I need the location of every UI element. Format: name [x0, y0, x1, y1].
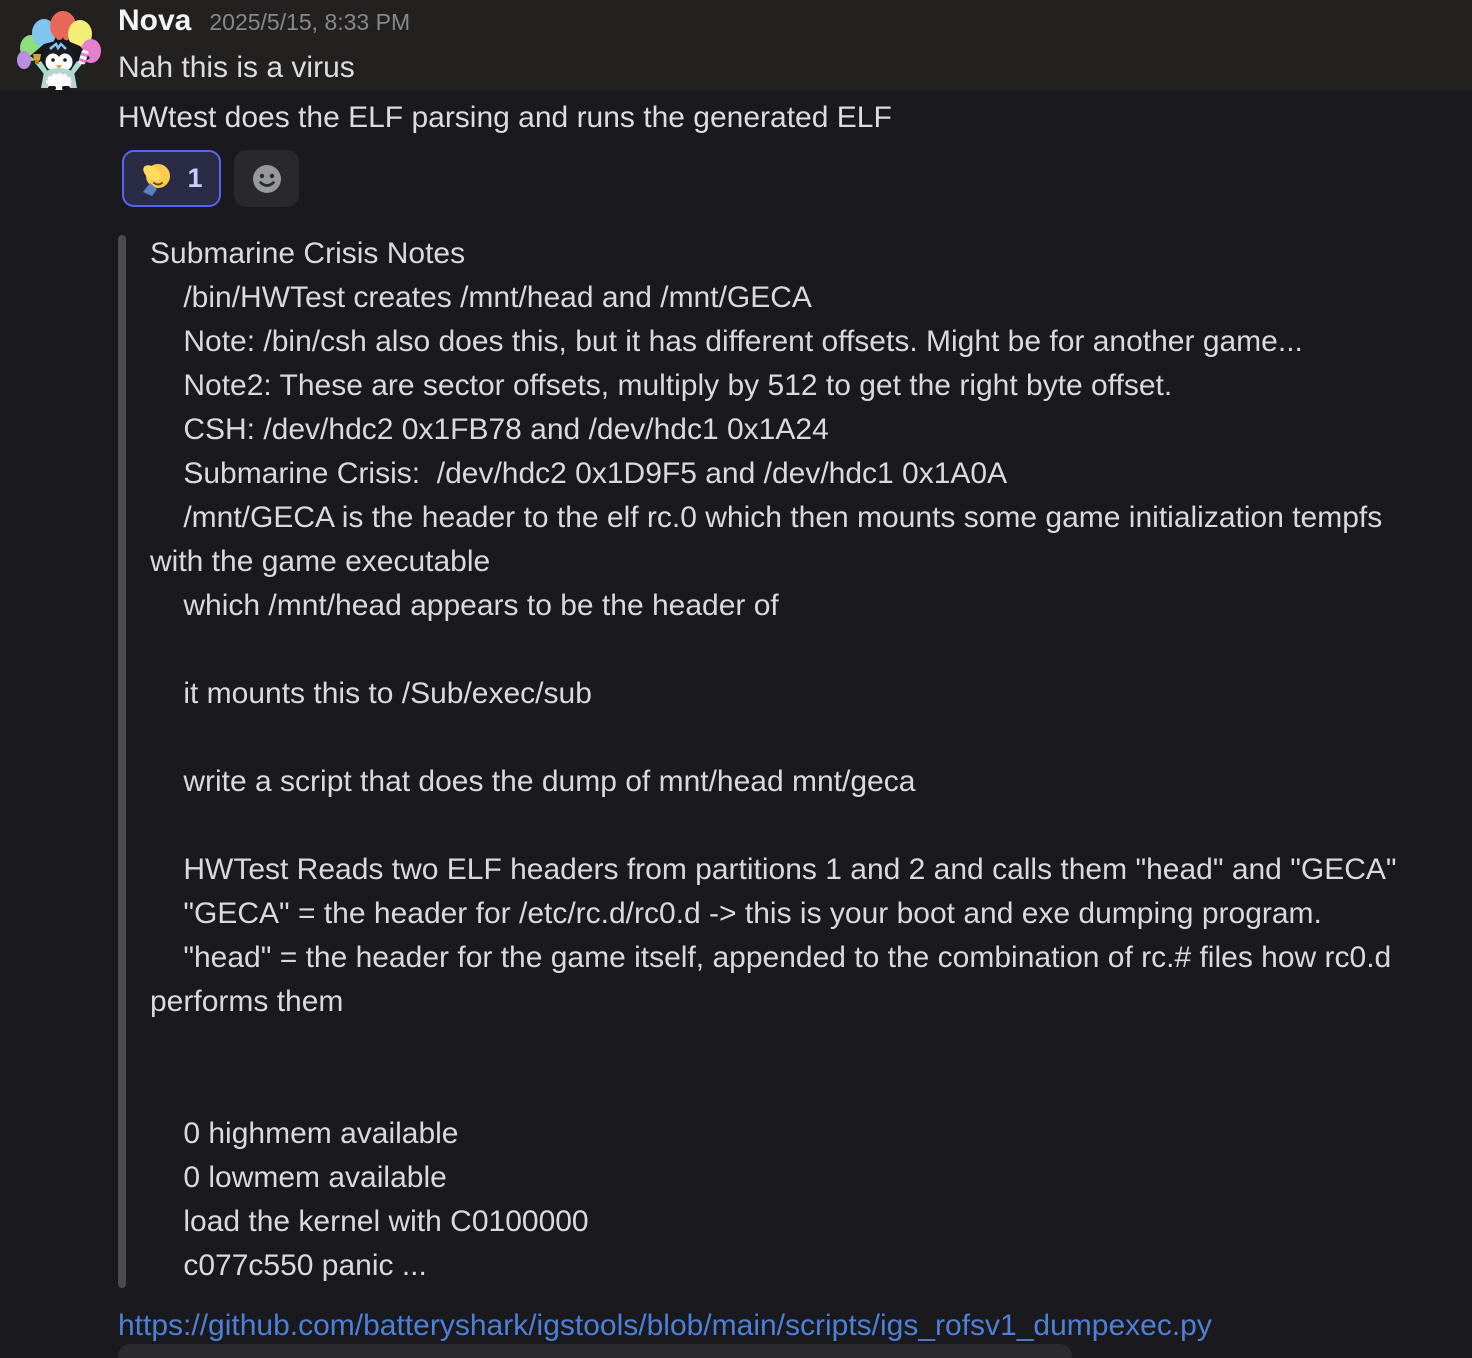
quote-line: HWTest Reads two ELF headers from partitions 1 and 2 and calls them "head" and "GECA": [150, 853, 1397, 886]
quote-line: Submarine Crisis: /dev/hdc2 0x1D9F5 and /dev/hdc1 0x1A0A: [150, 457, 1008, 490]
quote-line: [150, 628, 1460, 672]
reaction-count: 1: [187, 163, 203, 193]
github-link[interactable]: https://github.com/batteryshark/igstools/blob/main/scripts/igs_rofsv1_dumpexec.py: [118, 1309, 1212, 1342]
quote-line: /bin/HWTest creates /mnt/head and /mnt/GECA: [150, 281, 812, 314]
add-reaction-button[interactable]: [234, 150, 299, 207]
avatar[interactable]: [14, 2, 102, 90]
quote-line: [150, 804, 1460, 848]
quote-line: [150, 1068, 1460, 1112]
quote-line: Submarine Crisis Notes: [150, 237, 466, 270]
quote-line: performs them: [150, 985, 344, 1018]
username[interactable]: Nova: [118, 4, 192, 37]
reactions-row: [122, 150, 299, 207]
quote-line: load the kernel with C0100000: [150, 1205, 589, 1238]
quote-line: 0 lowmem available: [150, 1161, 447, 1194]
timestamp: 2025/5/15, 8:33 PM: [209, 9, 411, 35]
facepalm-reaction-pill[interactable]: [122, 150, 221, 207]
quote-line: "GECA" = the header for /etc/rc.d/rc0.d -> this is your boot and exe dumping program.: [150, 897, 1322, 930]
quote-line: 0 highmem available: [150, 1117, 459, 1150]
person-facepalming-icon: [140, 162, 174, 196]
quote-line: which /mnt/head appears to be the header of: [150, 589, 779, 622]
message-text-second: HWtest does the ELF parsing and runs the generated ELF: [118, 101, 892, 134]
quote-line: write a script that does the dump of mnt/head mnt/geca: [150, 765, 916, 798]
message-header: [118, 4, 410, 44]
blockquote-bar: [118, 235, 126, 1288]
penguin-balloons-avatar-icon: [14, 2, 102, 90]
message-text-first: Nah this is a virus: [118, 51, 355, 84]
quote-line: [150, 1024, 1460, 1068]
quote-line: [150, 716, 1460, 760]
blockquote-lines: [150, 232, 1460, 1288]
quote-line: Note: /bin/csh also does this, but it has different offsets. Might be for another game...: [150, 325, 1303, 358]
smiley-add-reaction-icon: [248, 160, 286, 198]
quote-line: c077c550 panic ...: [150, 1249, 427, 1282]
quote-line: CSH: /dev/hdc2 0x1FB78 and /dev/hdc1 0x1A24: [150, 413, 829, 446]
quote-line: /mnt/GECA is the header to the elf rc.0 which then mounts some game initialization tempfs: [150, 501, 1383, 534]
quote-line: "head" = the header for the game itself, appended to the combination of rc.# files how rc0.d: [150, 941, 1392, 974]
quote-line: it mounts this to /Sub/exec/sub: [150, 677, 592, 710]
quote-line: with the game executable: [150, 545, 491, 578]
link-embed-card-top[interactable]: [118, 1344, 1072, 1358]
quote-line: Note2: These are sector offsets, multiply by 512 to get the right byte offset.: [150, 369, 1173, 402]
